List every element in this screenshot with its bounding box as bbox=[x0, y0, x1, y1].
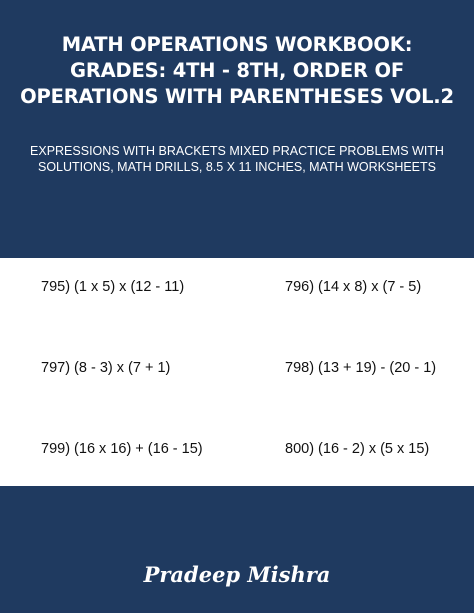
problem-799: 799) (16 x 16) + (16 - 15) bbox=[41, 441, 203, 457]
problem-796: 796) (14 x 8) x (7 - 5) bbox=[285, 279, 422, 295]
problem-797: 797) (8 - 3) x (7 + 1) bbox=[41, 360, 171, 376]
problems-panel bbox=[0, 258, 474, 486]
book-title: MATH OPERATIONS WORKBOOK: GRADES: 4TH - 8TH, ORDER OF OPERATIONS WITH PARENTHESES VOL.2 bbox=[20, 33, 454, 108]
author-name: Pradeep Mishra bbox=[143, 562, 331, 587]
problem-800: 800) (16 - 2) x (5 x 15) bbox=[285, 441, 430, 457]
cover-footer-band bbox=[0, 486, 474, 613]
problem-798: 798) (13 + 19) - (20 - 1) bbox=[285, 360, 437, 376]
problem-795: 795) (1 x 5) x (12 - 11) bbox=[41, 279, 185, 295]
cover-header-band bbox=[0, 0, 474, 258]
book-subtitle: EXPRESSIONS WITH BRACKETS MIXED PRACTICE PROBLEMS WITH SOLUTIONS, MATH DRILLS, 8.5 X 11 INCHES, MATH WORKSHEETS bbox=[30, 144, 444, 174]
